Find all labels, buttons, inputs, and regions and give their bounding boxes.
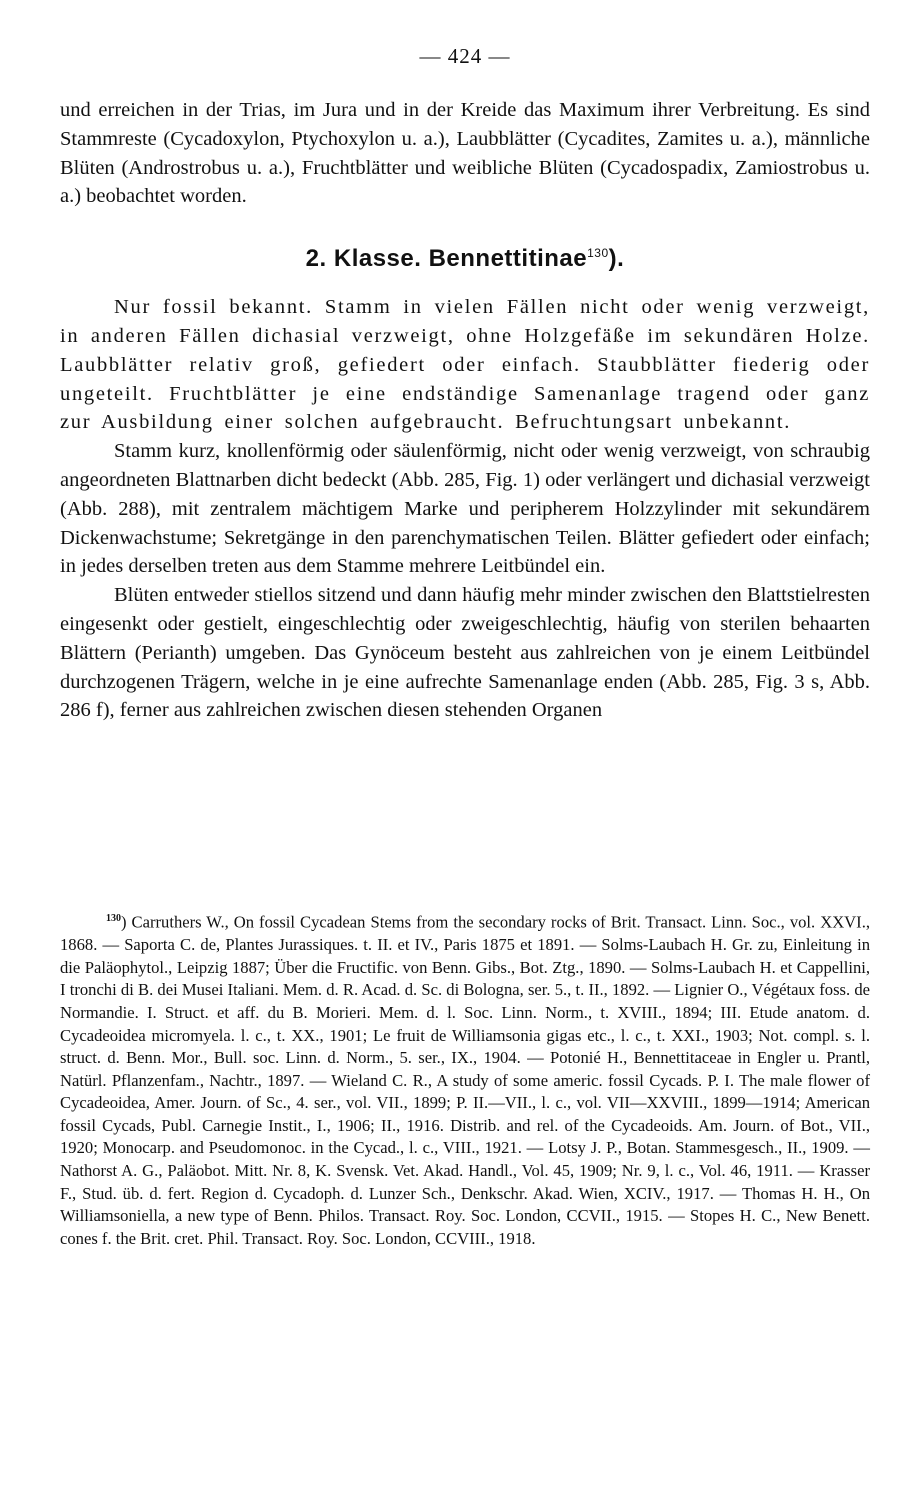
footnote-text: ) Carruthers W., On fossil Cycadean Stems from the secondary rocks of Brit. Transact. Linn. Soc., vol. XXVI., 1868. — Saporta C. de, Plantes Jurassiques. t. II. et IV., Paris 1875 et 1891. — Solms-Laubach H. Gr. zu, Einleitung in die Paläophytol., Leipzig 1887; Über die Fructific. von Benn. Gibs., Bot. Ztg., 1890. — Solms-Laubach H. et Cappellini, I tronchi di B. dei Musei Italiani. Mem. d. R. Acad. d. Sc. di Bologna, ser. 5., t. II., 1892. — Lignier O., Végétaux foss. de Normandie. I. Struct. et aff. du B. Morieri. Mem. d. l. Soc. Linn. Norm., t. XVIII., 1894; III. Etude anatom. d. Cycadeoidea micromyela. l. c., t. XX., 1901; Le fruit de Williamsonia gigas etc., l. c., t. XXI., 1903; Not. compl. s. l. struct. d. Benn. Mor., Bull. soc. Linn. d. Norm., 5. ser., IX., 1904. — Potonié H., Bennettitaceae in Engler u. Prantl, Natürl. Pflanzenfam., Nachtr., 1897. — Wieland C. R., A study of some americ. fossil Cycads. P. I. The male flower of Cycadeoidea, Amer. Journ. of Sc., 4. ser., vol. VII., 1899; P. II.—VII., l. c., vol. VII—XXVIII., 1899—1914; American fossil Cycads, Publ. Carnegie Instit., I., 1906; II., 1916. Distrib. and rel. of the Cycadeoids. Am. Journ. of Bot., VII., 1920; Monocarp. and Pseudomonoc. in the Cycad., l. c., VIII., 1921. — Lotsy J. P., Botan. Stammesgesch., II., 1909. — Nathorst A. G., Paläobot. Mitt. Nr. 8, K. Svensk. Vet. Akad. Handl., Vol. 45, 1909; Nr. 9, l. c., Vol. 46, 1911. — Krasser F., Stud. üb. d. fert. Region d. Cycadoph. d. Lunzer Sch., Denkschr. Akad. Wien, XCIV., 1917. — Thomas H. H., On Williamsoniella, a new type of Benn. Philos. Transact. Roy. Soc. London, CCVII., 1915. — Stopes H. C., New Benett. cones f. the Brit. cret. Phil. Transact. Roy. Soc. London, CCVIII., 1918. [60,912,870,1248]
paragraph: Nur fossil bekannt. Stamm in vielen Fällen nicht oder wenig verzweigt, in anderen Fällen dichasial verzweigt, ohne Holzgefäße im sekundären Holze. Laubblätter relativ groß, gefiedert oder einfach. Staubblätter fiederig oder ungeteilt. Fruchtblätter je eine endständige Samenanlage tragend oder ganz zur Ausbildung einer solchen aufgebraucht. Befruchtungsart unbekannt. [60,296,870,434]
heading-closing: ). [608,245,625,273]
page-number: — 424 — [419,44,511,68]
paragraph: Blüten entweder stiellos sitzend und dann häufig mehr minder zwischen den Blattstielresten eingesenkt oder gestielt, eingeschlechtig oder zweigeschlechtig, häufig von sterilen behaarten Blättern (Perianth) umgeben. Das Gynöceum besteht aus zahlreichen von je einem Leitbündel durchzogenen Trägern, welche in je eine aufrechte Samenanlage enden (Abb. 285, Fig. 3 s, Abb. 286 f), ferner aus zahlreichen zwischen diesen stehenden Organen [60,584,870,722]
heading-text: 2. Klasse. Bennettitinae [305,245,588,273]
footnote-mark: 130 [106,913,121,924]
footnote-reference: 130 [587,246,609,261]
footnote [60,908,870,1250]
paragraph: Stamm kurz, knollenförmig oder säulenförmig, nicht oder wenig verzweigt, von schraubig angeordneten Blattnarben dicht bedeckt (Abb. 285, Fig. 1) oder verlängert und dichasial verzweigt (Abb. 288), mit zentralem mächtigem Marke und peripherem Holzzylinder mit sekundärem Dickenwachstume; Sekretgänge in den parenchymatischen Teilen. Blätter gefiedert oder einfach; in jedes derselben treten aus dem Stamme mehrere Leitbündel ein. [60,440,870,578]
paragraph: und erreichen in der Trias, im Jura und in der Kreide das Maximum ihrer Verbreitung. Es sind Stammreste (Cycadoxylon, Ptychoxylon u. a.), Laubblätter (Cycadites, Zamites u. a.), männliche Blüten (Androstrobus u. a.), Fruchtblätter und weibliche Blüten (Cycadospadix, Zamiostrobus u. a.) beobachtet worden. [60,99,870,208]
main-text [60,96,870,725]
section-heading [60,237,870,275]
